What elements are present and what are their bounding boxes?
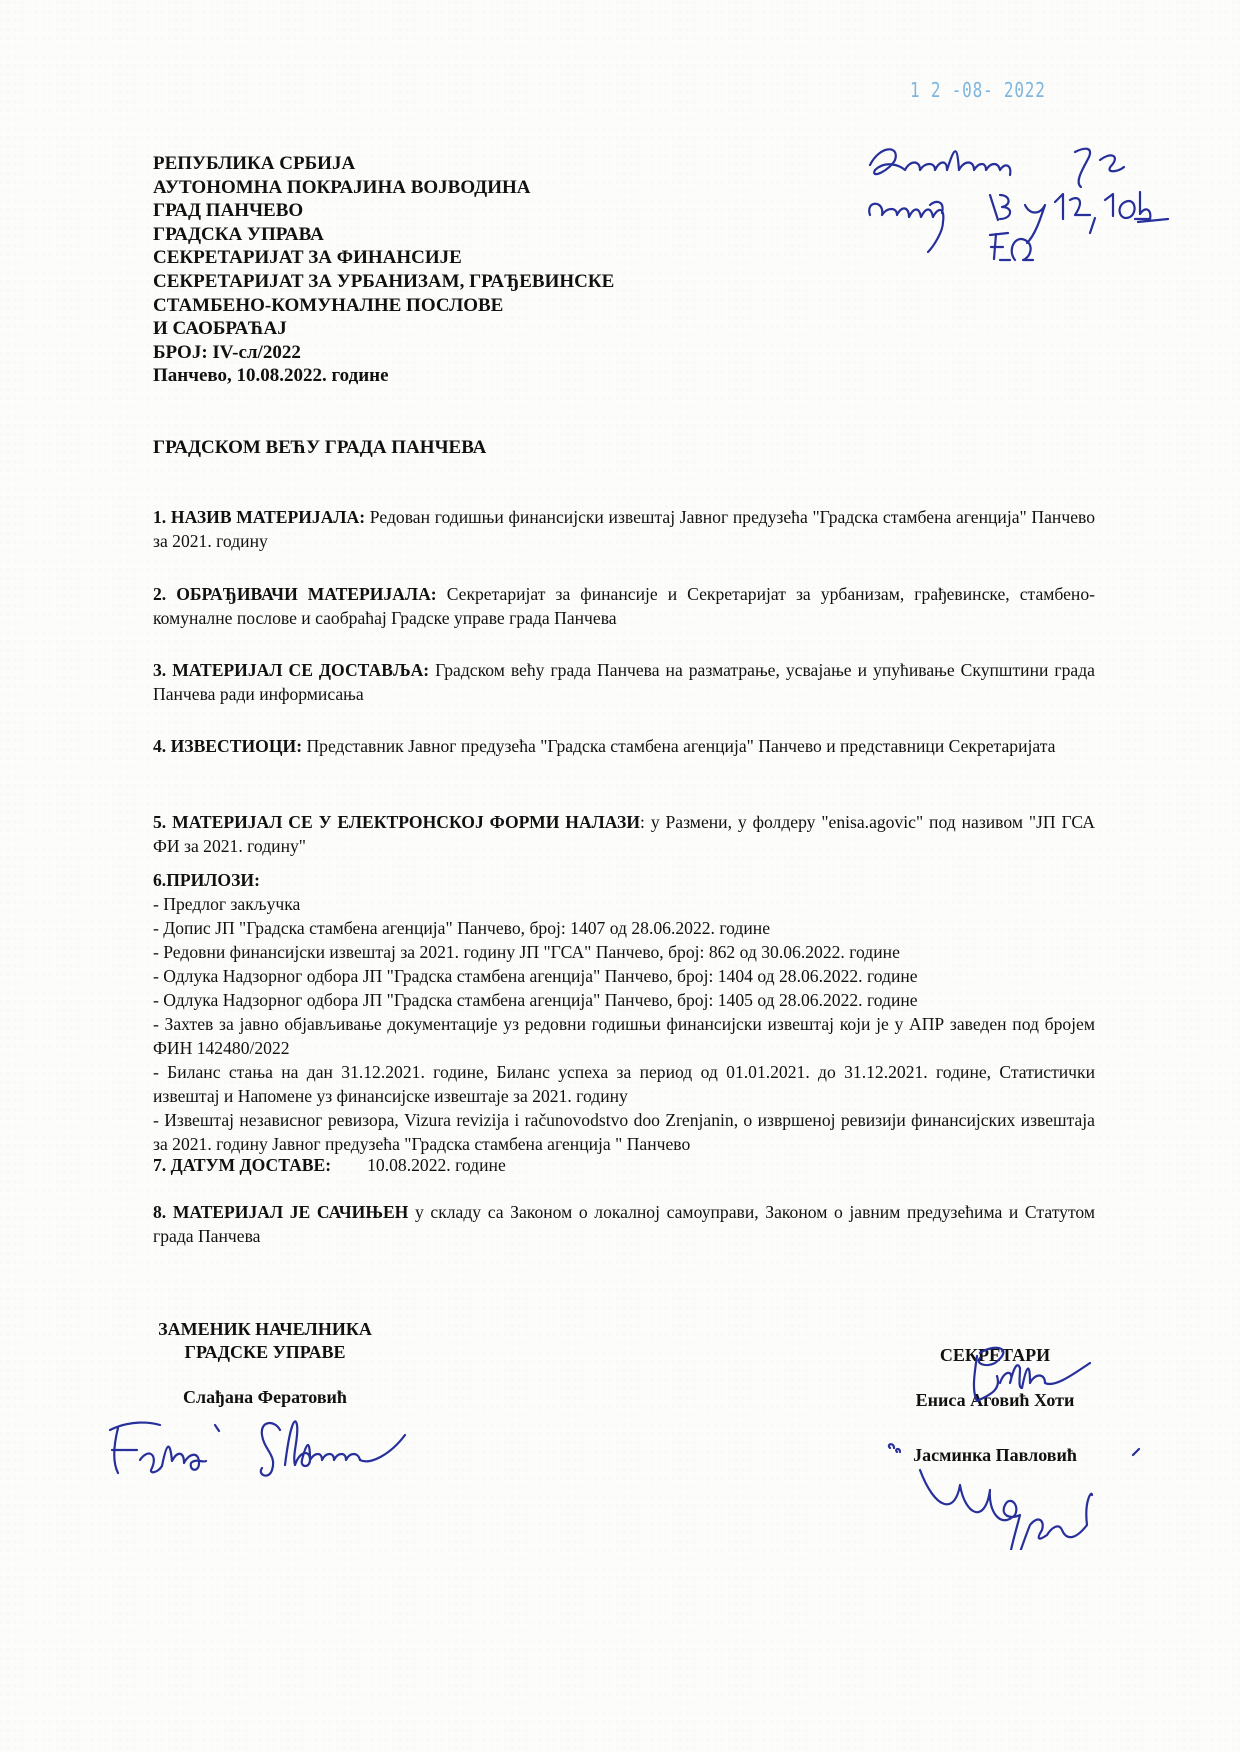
handwritten-signature-secretary-2 (885, 1440, 1175, 1550)
deputy-title-line1: ЗАМЕНИК НАЧЕЛНИКА (158, 1319, 372, 1339)
section-5-text: : у Размени, у фолдеру "enisa.agovic" под називом "ЈП ГСА ФИ за 2021. годину" (153, 812, 1095, 856)
secretaries-title: СЕКРЕТАРИ (939, 1345, 1051, 1365)
handwritten-note (850, 110, 1240, 270)
section-attachments (153, 868, 1095, 1156)
section-rapporteurs (153, 734, 1095, 758)
header-secretariat-urbanism-cont: СТАМБЕНО-КОМУНАЛНЕ ПОСЛОВЕ (153, 294, 504, 316)
section-delivered-to (153, 658, 1095, 706)
secretary-name-2: Јасминка Павловић (913, 1445, 1077, 1465)
attachment-item: - Извештај независног ревизора, Vizura revizija i računovodstvo doo Zrenjanin, о извршеној ревизији финансијских извештаја за 2021. годину Јавног предузећа "Градска стамбена агенција " Панчево (153, 1110, 1095, 1154)
attachment-item: - Биланс стања на дан 31.12.2021. године, Биланс успеха за период од 01.01.2021. до 31.12.2021. године, Статистички извештај и Напомене уз финансијске извештаје за 2021. годину (153, 1062, 1095, 1106)
section-2-text: Секретаријат за финансије и Секретаријат за урбанизам, грађевинске, стамбено-комуналне послове и саобраћај Градске управе града Панчева (153, 584, 1095, 628)
attachment-item: - Редовни финансијски извештај за 2021. годину ЈП "ГСА" Панчево, број: 862 од 30.06.2022. године (153, 942, 900, 962)
header-reference-number: БРОЈ: IV-сл/2022 (153, 341, 301, 363)
attachments-list (153, 892, 1095, 1156)
header-secretariat-urbanism: СЕКРЕТАРИЈАТ ЗА УРБАНИЗАМ, ГРАЂЕВИНСКЕ (153, 270, 615, 292)
deputy-title-line2: ГРАДСКЕ УПРАВЕ (184, 1342, 346, 1362)
section-delivery-date (153, 1153, 1095, 1177)
handwritten-signature-secretary-1 (955, 1338, 1105, 1408)
section-6-label: 6.ПРИЛОЗИ: (153, 870, 260, 890)
section-material-title (153, 505, 1095, 553)
secretary-name-1: Ениса Аговић Хоти (915, 1390, 1075, 1410)
section-4-text: Представник Јавног предузећа "Градска стамбена агенција" Панчево и представници Секретаријата (302, 736, 1056, 756)
received-date-stamp: 1 2 -08- 2022 (910, 78, 1046, 102)
header-administration: ГРАДСКА УПРАВА (153, 223, 324, 245)
attachment-item: - Предлог закључка (153, 894, 301, 914)
attachment-item: - Допис ЈП "Градска стамбена агенција" Панчево, број: 1407 од 28.06.2022. године (153, 918, 771, 938)
header-country: РЕПУБЛИКА СРБИЈА (153, 153, 356, 174)
signature-block-deputy-head (130, 1318, 400, 1409)
header-secretariat-finance: СЕКРЕТАРИЈАТ ЗА ФИНАНСИЈЕ (153, 247, 462, 269)
section-4-label: 4. ИЗВЕСТИОЦИ: (153, 736, 303, 756)
letterhead (153, 152, 614, 388)
section-1-label: 1. НАЗИВ МАТЕРИЈАЛА: (153, 507, 366, 527)
section-legal-basis (153, 1200, 1095, 1248)
section-8-text: у складу са Законом о локалној самоуправи, Законом о јавним предузећима и Статутом града Панчева (153, 1202, 1095, 1246)
section-3-label: 3. МАТЕРИЈАЛ СЕ ДОСТАВЉА: (153, 660, 430, 680)
attachment-item: - Захтев за јавно објављивање документације уз редовни годишњи финансијски извештај који је у АПР заведен под бројем ФИН 142480/2022 (153, 1014, 1095, 1058)
section-3-text: Градском већу града Панчева на разматрање, усвајање и упућивање Скупштини града Панчева ради информисања (153, 660, 1095, 704)
section-1-text: Редован годишњи финансијски извештај Јавног предузећа "Градска стамбена агенција" Панчево за 2021. годину (153, 507, 1095, 551)
addressee: ГРАДСКОМ ВЕЋУ ГРАДА ПАНЧЕВА (153, 437, 487, 458)
handwritten-signature-left (100, 1410, 480, 1490)
header-secretariat-urbanism-cont2: И САОБРАЋАЈ (153, 318, 287, 340)
section-electronic-location (153, 810, 1095, 858)
section-5-label: 5. МАТЕРИЈАЛ СЕ У ЕЛЕКТРОНСКОЈ ФОРМИ НАЛАЗИ (153, 812, 641, 832)
header-city: ГРАД ПАНЧЕВО (153, 200, 304, 222)
attachment-item: - Одлука Надзорног одбора ЈП "Градска стамбена агенција" Панчево, број: 1404 од 28.06.2022. године (153, 966, 918, 986)
header-province: АУТОНОМНА ПОКРАЈИНА ВОЈВОДИНА (153, 176, 531, 198)
deputy-name: Слађана Фератовић (183, 1387, 347, 1407)
section-prepared-by (153, 582, 1095, 630)
delivery-date-value: 10.08.2022. године (367, 1155, 506, 1175)
section-7-label: 7. ДАТУМ ДОСТАВЕ: (153, 1155, 332, 1175)
section-8-label: 8. МАТЕРИЈАЛ ЈЕ САЧИЊЕН (153, 1202, 409, 1222)
section-2-label: 2. ОБРАЂИВАЧИ МАТЕРИЈАЛА: (153, 584, 437, 604)
header-place-date: Панчево, 10.08.2022. године (153, 365, 389, 387)
attachment-item: - Одлука Надзорног одбора ЈП "Градска стамбена агенција" Панчево, број: 1405 од 28.06.2022. године (153, 990, 918, 1010)
